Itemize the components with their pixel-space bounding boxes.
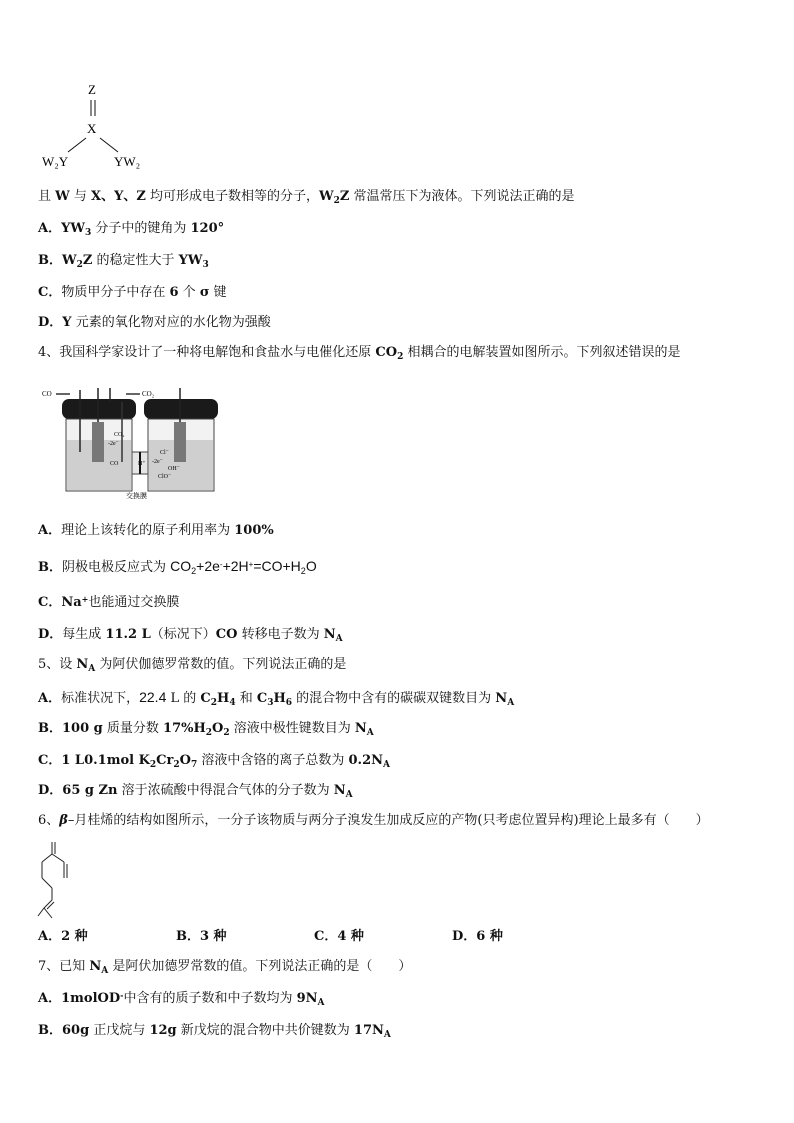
q5-option-b: B．100 g 质量分数 $17\%H_2O_2$ 溶液中极性键数目为 $N_A$ <box>38 721 374 738</box>
q4-option-d: D．每生成 11.2 L（标况下）CO 转移电子数为 $N_A$ <box>38 627 343 644</box>
label-cl: Cl⁻ <box>160 450 169 456</box>
label-clo: ClO⁻ <box>158 474 172 480</box>
atom-x: X <box>87 121 97 136</box>
q5-option-c: C．1 L0.1mol $K_2Cr_2O_7$ 溶液中含铬的离子总数为 $0.2N_A$ <box>38 753 390 770</box>
q3-option-c: C．物质甲分子中存在 6 个 σ 键 <box>38 285 227 300</box>
q4-option-a: A．理论上该转化的原子利用率为 100% <box>38 523 274 538</box>
q6-option-a: A．2 种 <box>38 929 88 944</box>
left-cell-lid <box>62 399 136 419</box>
electrolysis-apparatus-figure <box>40 382 225 500</box>
q3-option-d: D．Y 元素的氧化物对应的水化物为强酸 <box>38 315 271 330</box>
myrcene-structure-diagram <box>36 838 86 922</box>
label-co2: CO₂ <box>142 390 155 398</box>
bond-right <box>100 138 118 152</box>
label-left-electron: -2e⁻ <box>108 441 119 447</box>
label-co: CO <box>42 390 52 398</box>
q3-option-a: A．$YW_3$ 分子中的键角为 120° <box>38 221 225 238</box>
label-h: H⁺ <box>138 461 146 467</box>
q5-option-a: A．标准状况下，22.4 L 的 $C_2H_4$ 和 $C_3H_6$ 的混合物中含有的碳碳双键数目为 $N_A$ <box>38 689 515 708</box>
bond-left <box>68 138 86 152</box>
q6-stem: 6、β–月桂烯的结构如图所示，一分子该物质与两分子溴发生加成反应的产物(只考虑位置异构)理论上最多有（ ） <box>38 813 709 828</box>
right-cell-lid <box>144 399 218 419</box>
q3-option-b: B．$W_2Z$ 的稳定性大于 $YW_3$ <box>38 253 209 270</box>
q4-stem: 4、我国科学家设计了一种将电解饱和食盐水与电催化还原 $CO_2$ 相耦合的电解装置如图所示。下列叙述错误的是 <box>38 345 681 362</box>
q7-stem: 7、已知 $N_A$ 是阿伏加德罗常数的值。下列说法正确的是（ ） <box>38 959 412 976</box>
q4-option-b: B．阴极电极反应式为 $CO_2+2e^-+2H^+=CO+H_2O$ <box>38 558 317 576</box>
q6-option-c: C．4 种 <box>314 929 364 944</box>
label-left-co: CO <box>110 461 119 467</box>
label-membrane: 交换膜 <box>126 492 147 500</box>
q3-stem: 且 W 与 X、Y、Z 均可形成电子数相等的分子，$W_2Z$ 常温常压下为液体。下列说法正确的是 <box>38 189 575 206</box>
q6-option-b: B．3 种 <box>176 929 227 944</box>
group-w2y: W₂Y <box>42 154 69 169</box>
left-electrode <box>92 422 104 462</box>
atom-z: Z <box>88 82 96 97</box>
label-oh: OH⁻ <box>168 466 180 472</box>
q5-stem: 5、设 $N_A$ 为阿伏伽德罗常数的值。下列说法正确的是 <box>38 657 347 674</box>
right-electrode <box>174 422 186 462</box>
q4-option-c: C．Na+也能通过交换膜 <box>38 594 180 610</box>
label-right-electron: -2e⁻ <box>152 459 163 465</box>
q5-option-d: D．65 g Zn 溶于浓硫酸中得混合气体的分子数为 $N_A$ <box>38 783 353 800</box>
label-left-co2: CO₂ <box>114 432 125 438</box>
group-yw2: YW₂ <box>114 154 141 169</box>
molecule-structure-diagram <box>38 78 168 173</box>
q6-options <box>38 928 590 946</box>
q7-option-a: A．1molOD-中含有的质子数和中子数均为 $9N_A$ <box>38 990 325 1008</box>
q6-option-d: D．6 种 <box>452 929 503 944</box>
q7-option-b: B．60g 正戊烷与 12g 新戊烷的混合物中共价键数为 $17N_A$ <box>38 1023 391 1040</box>
